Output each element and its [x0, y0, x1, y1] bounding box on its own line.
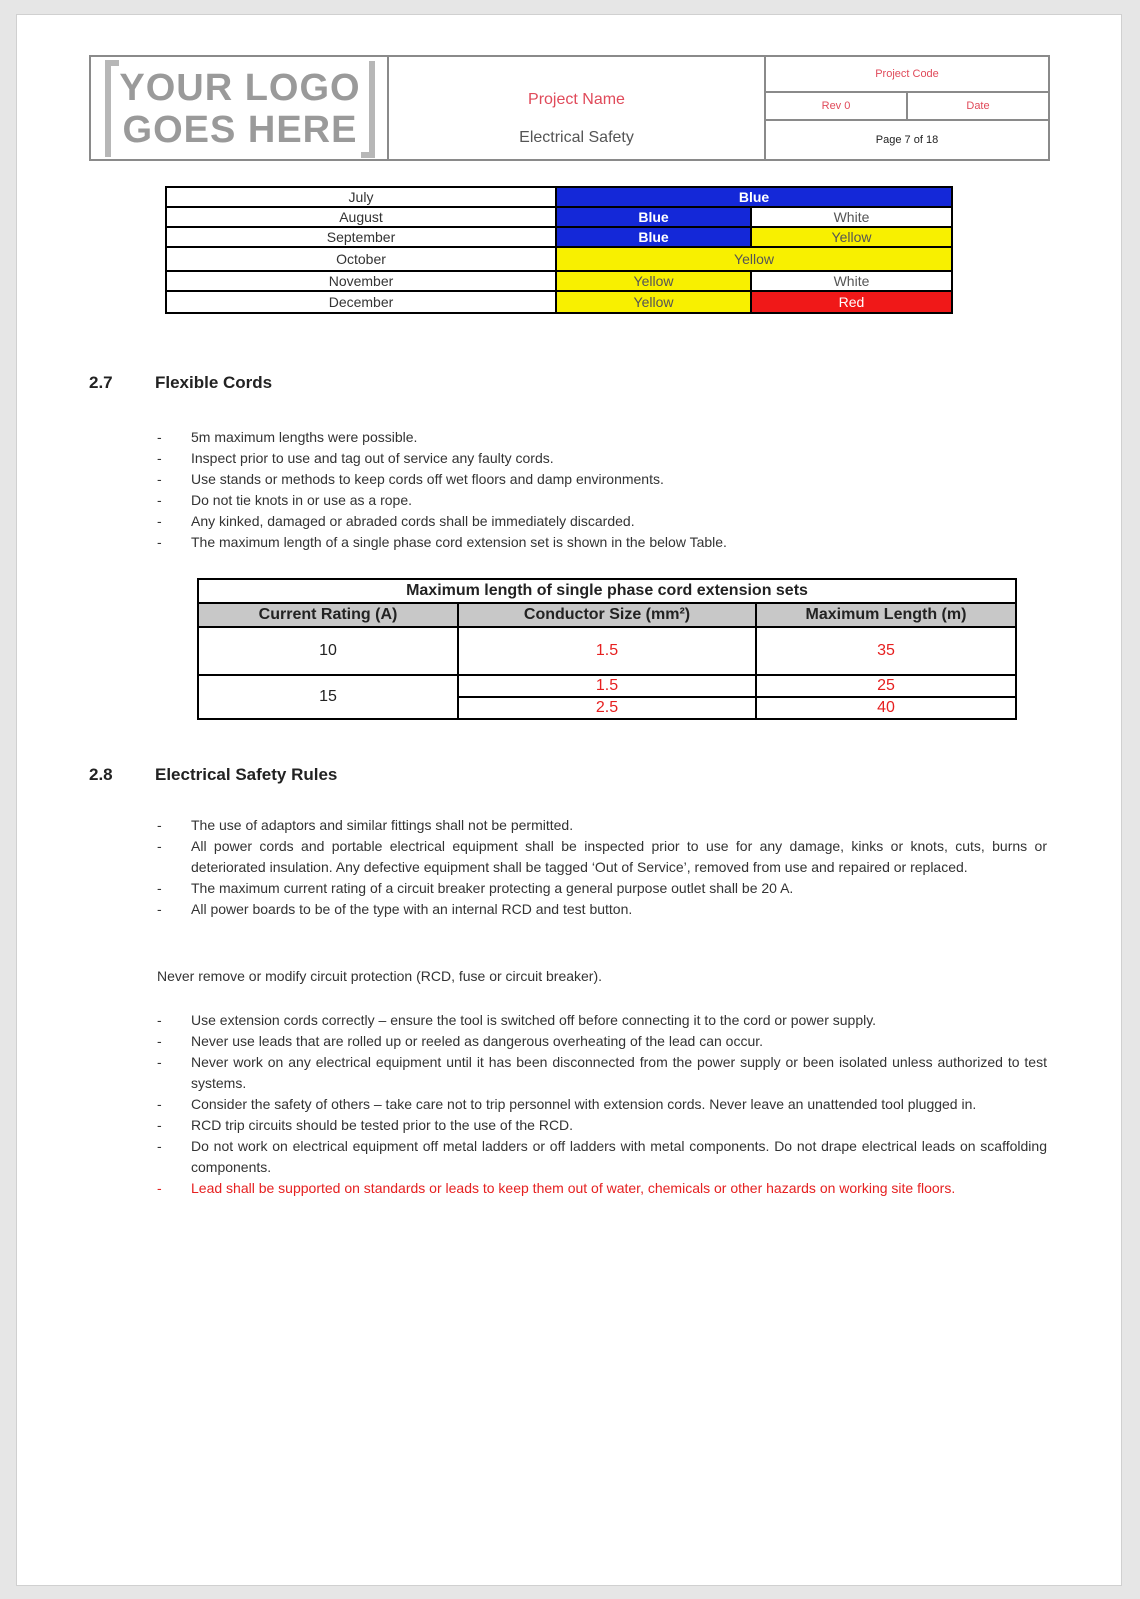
size-cell: 1.5 — [458, 627, 756, 675]
section-number: 2.7 — [89, 373, 113, 392]
section-heading-2-7 — [89, 373, 272, 393]
list-item: - Inspect prior to use and tag out of service any faulty cords. — [157, 450, 554, 466]
month-cell: September — [166, 227, 556, 247]
revision: Rev 0 — [766, 93, 908, 119]
section-title: Flexible Cords — [155, 373, 273, 392]
rating-cell: 10 — [198, 627, 458, 675]
meta-cell — [766, 57, 1048, 159]
colour-cell: Yellow — [556, 247, 952, 271]
column-header: Maximum Length (m) — [756, 603, 1016, 627]
logo-placeholder — [105, 61, 375, 157]
title-cell — [389, 57, 766, 159]
circuit-protection-note: Never remove or modify circuit protection (RCD, fuse or circuit breaker). — [157, 968, 603, 984]
tag-colour-table — [165, 186, 953, 314]
safety-rules-list-b — [157, 1010, 1047, 1199]
project-code: Project Code — [766, 57, 1048, 93]
list-item: - The use of adaptors and similar fittings shall not be permitted. — [157, 817, 574, 833]
project-name: Project Name — [528, 91, 625, 108]
table-row — [166, 271, 952, 291]
table-row — [166, 187, 952, 207]
length-cell: 40 — [756, 697, 1016, 719]
month-cell: August — [166, 207, 556, 227]
table-row — [198, 675, 1016, 697]
list-item: - RCD trip circuits should be tested prior to the use of the RCD. — [157, 1117, 574, 1133]
month-cell: October — [166, 247, 556, 271]
flexible-cords-list — [157, 427, 917, 553]
list-item: - The maximum current rating of a circuit breaker protecting a general purpose outlet shall be 20 A. — [157, 880, 794, 896]
colour-cell: Blue — [556, 227, 751, 247]
column-header: Current Rating (A) — [198, 603, 458, 627]
page-number: Page 7 of 18 — [875, 134, 939, 146]
colour-cell: Yellow — [751, 227, 952, 247]
colour-cell: Blue — [556, 207, 751, 227]
document-page — [16, 14, 1122, 1586]
size-cell: 1.5 — [458, 675, 756, 697]
size-cell: 2.5 — [458, 697, 756, 719]
table-title: Maximum length of single phase cord extension sets — [198, 579, 1016, 603]
list-item: - Never work on any electrical equipment until it has been disconnected from the power supply or been isolated unless authorized to test systems. — [157, 1054, 1047, 1091]
list-item: - Use stands or methods to keep cords off wet floors and damp environments. — [157, 471, 664, 487]
colour-cell: Red — [751, 291, 952, 313]
logo-cell — [91, 57, 389, 159]
table-row — [198, 627, 1016, 675]
length-cell: 25 — [756, 675, 1016, 697]
month-cell: December — [166, 291, 556, 313]
list-item: - Use extension cords correctly – ensure the tool is switched off before connecting it to the cord or power supply. — [157, 1012, 877, 1028]
table-title-row — [198, 579, 1016, 603]
month-cell: November — [166, 271, 556, 291]
list-item: - 5m maximum lengths were possible. — [157, 429, 418, 445]
section-title: Electrical Safety Rules — [155, 765, 338, 784]
logo-line-1: YOUR LOGO — [119, 67, 361, 109]
list-item-highlight: - Lead shall be supported on standards or leads to keep them out of water, chemicals or other hazards on working site floors. — [157, 1180, 956, 1196]
list-item: - Never use leads that are rolled up or reeled as dangerous overheating of the lead can occur. — [157, 1033, 764, 1049]
rev-date-row — [766, 93, 1048, 121]
list-item: - Do not work on electrical equipment off metal ladders or off ladders with metal components. Do not drape electrical leads on scaffolding components. — [157, 1138, 1047, 1175]
list-item: - All power cords and portable electrical equipment shall be inspected prior to use for any damage, kinks or knots, cuts, burns or deteriorated insulation. Any defective equipment shall be tagged ‘Out of Service’, removed from use and repaired or replaced. — [157, 838, 1047, 875]
table-row — [166, 207, 952, 227]
colour-cell: Yellow — [556, 291, 751, 313]
colour-cell: White — [751, 271, 952, 291]
section-heading-2-8 — [89, 765, 337, 785]
length-cell: 35 — [756, 627, 1016, 675]
table-row — [166, 291, 952, 313]
month-cell: July — [166, 187, 556, 207]
list-item: - Do not tie knots in or use as a rope. — [157, 492, 413, 508]
list-item: - Any kinked, damaged or abraded cords shall be immediately discarded. — [157, 513, 635, 529]
list-item: - The maximum length of a single phase cord extension set is shown in the below Table. — [157, 534, 727, 550]
list-item: - All power boards to be of the type with an internal RCD and test button. — [157, 901, 633, 917]
extension-length-table — [197, 578, 1017, 720]
rating-cell: 15 — [198, 675, 458, 719]
list-item: - Consider the safety of others – take care not to trip personnel with extension cords. Never leave an unattended tool plugged in. — [157, 1096, 977, 1112]
safety-rules-list-a — [157, 815, 1047, 920]
table-row — [166, 227, 952, 247]
document-title: Electrical Safety — [519, 129, 634, 146]
table-row — [166, 247, 952, 271]
colour-cell: Blue — [556, 187, 952, 207]
column-header: Conductor Size (mm²) — [458, 603, 756, 627]
date: Date — [966, 100, 990, 112]
document-header — [89, 55, 1050, 161]
section-number: 2.8 — [89, 765, 113, 784]
colour-cell: White — [751, 207, 952, 227]
table-header-row — [198, 603, 1016, 627]
logo-line-2: GOES HERE — [122, 109, 358, 151]
colour-cell: Yellow — [556, 271, 751, 291]
